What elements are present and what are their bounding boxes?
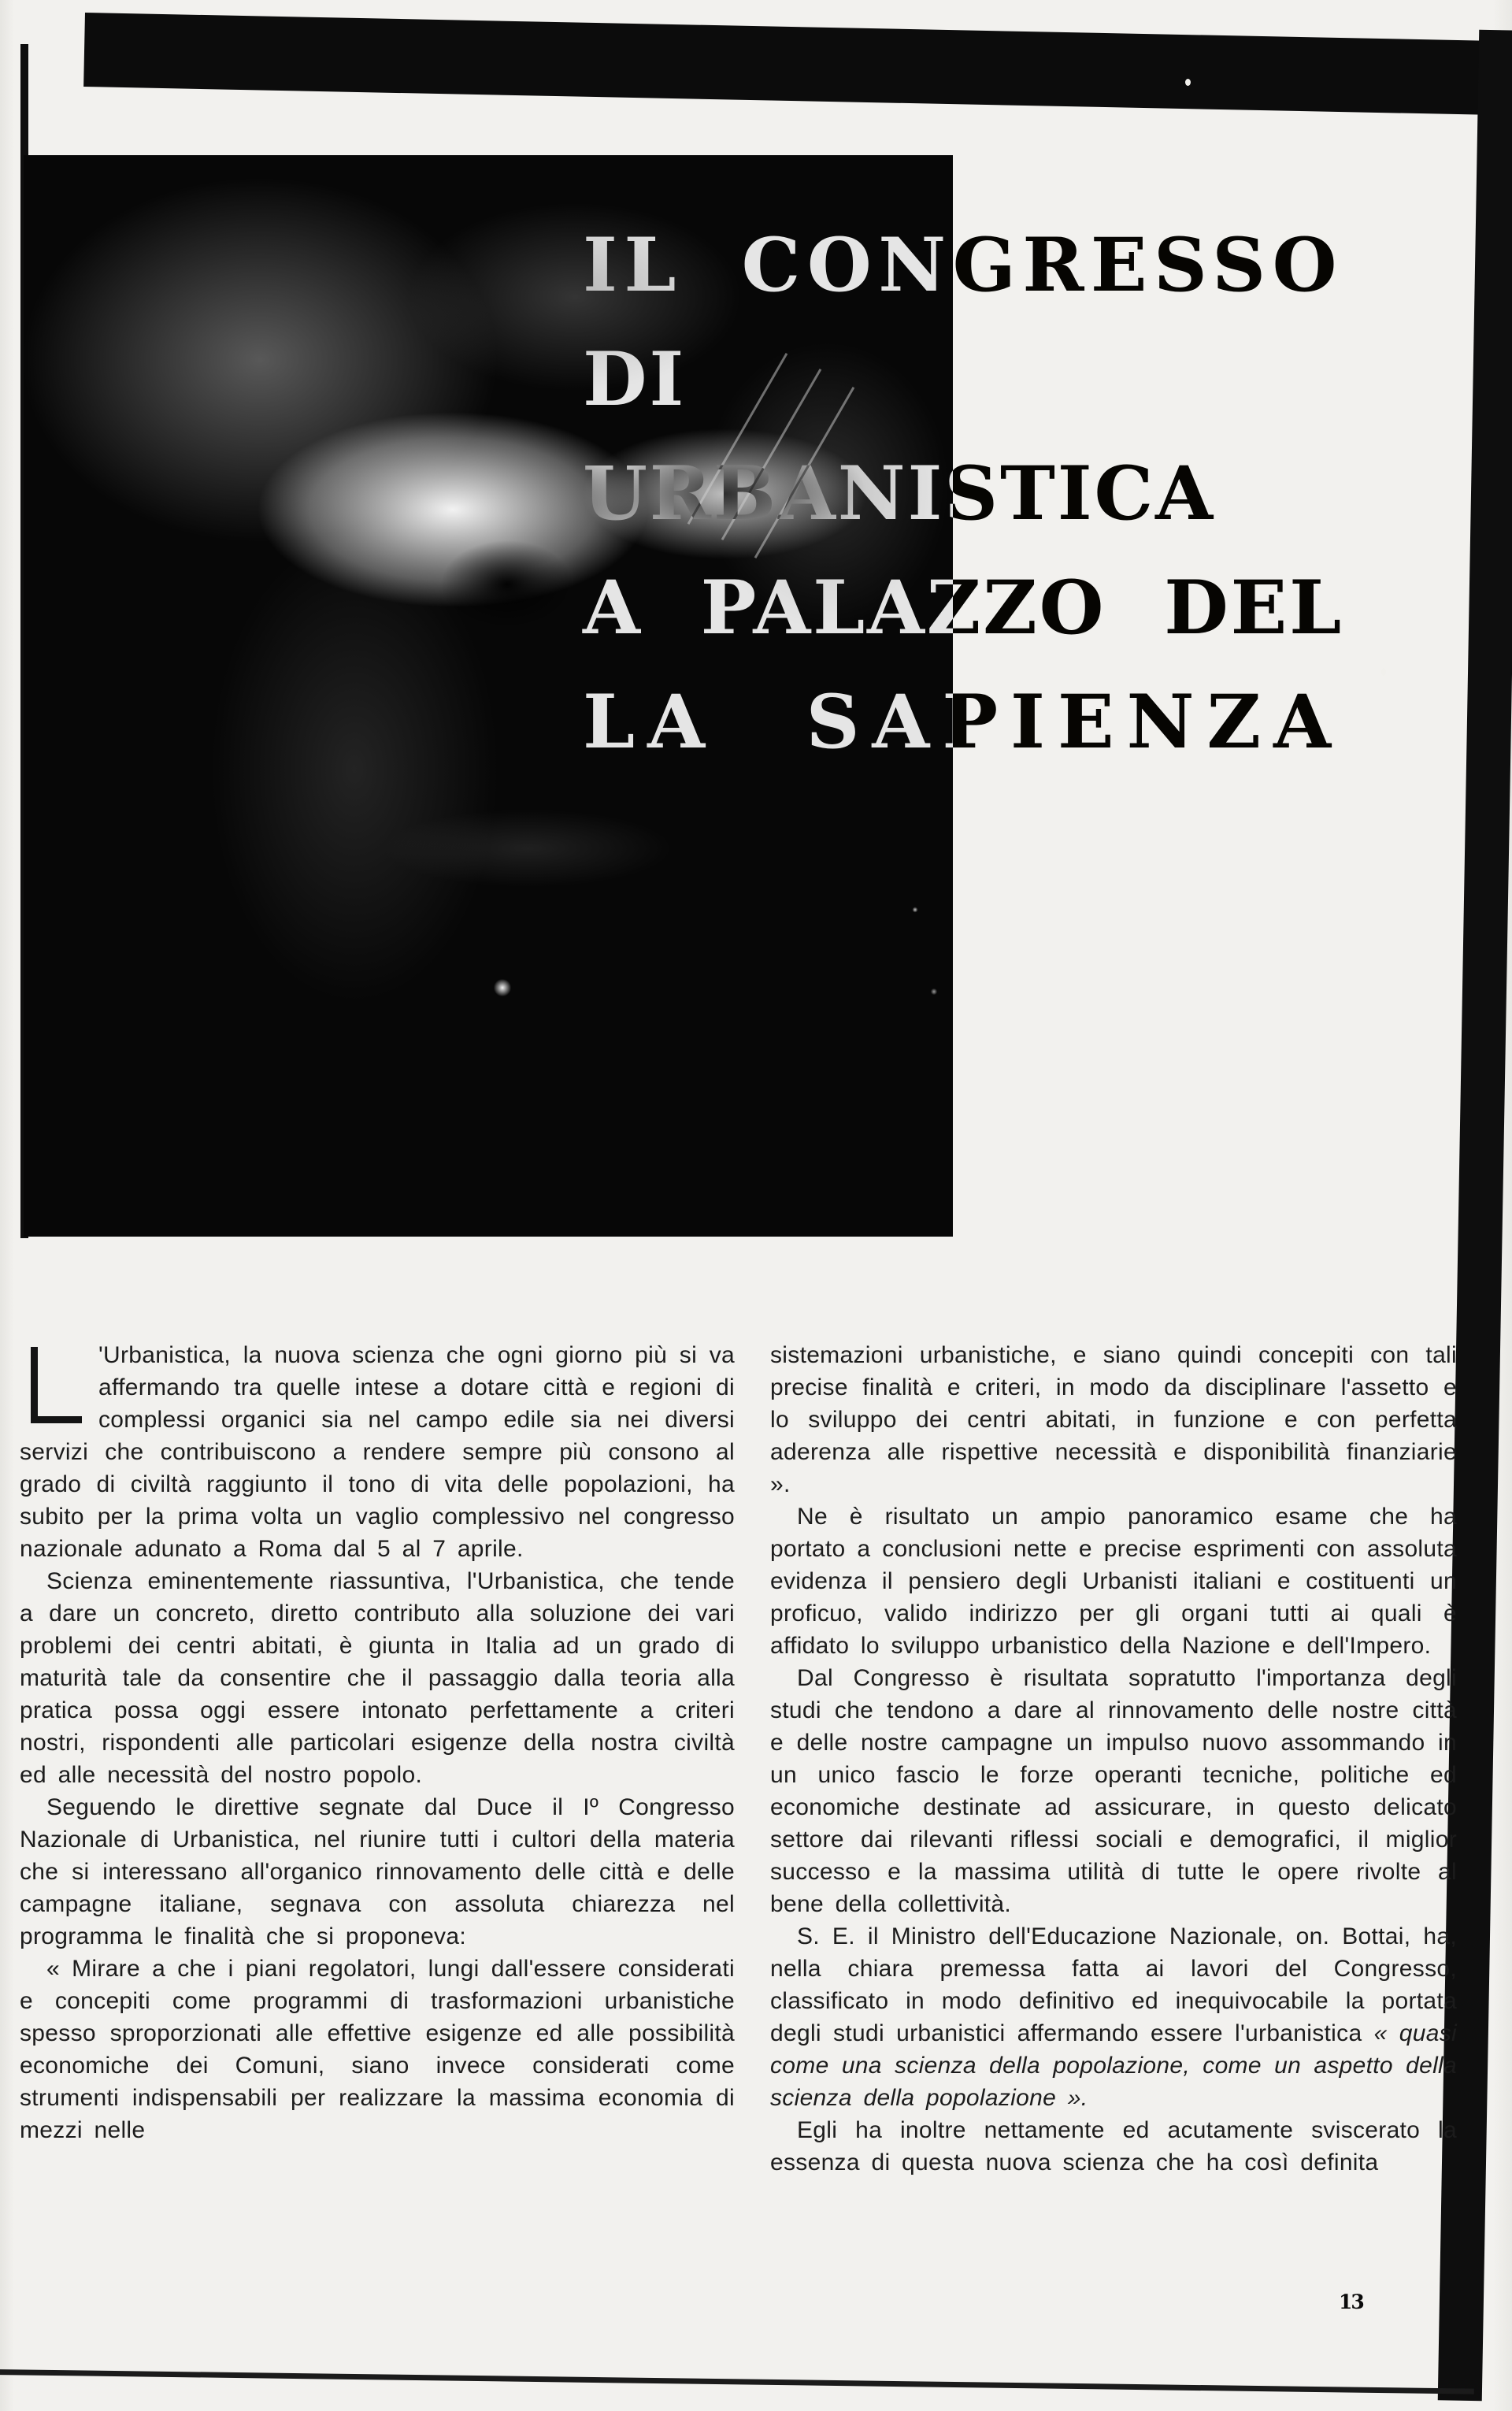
paper-speck bbox=[1381, 668, 1386, 676]
paragraph-text: S. E. il Ministro dell'Educazione Nazionale, on. Bottai, ha, nella chiara premessa fatta ai lavori del Congresso, classificato in modo definitivo ed inequivocabile la portata degli studi urbanistici affermando essere l'urbanistica bbox=[770, 1923, 1457, 2046]
title-line: LA SAPIENZA bbox=[583, 679, 1343, 766]
paragraph-quote: « Mirare a che i piani regolatori, lungi dall'essere considerati e concepiti come programmi di trasformazioni urbanistiche spesso sproporzionati alle effettive esigenze ed alle possibilità economiche dei Comuni, siano invece considerati come strumenti indispensabili per realizzare la massima economia di mezzi nelle bbox=[20, 1956, 735, 2143]
paper-speck bbox=[1185, 79, 1191, 86]
paragraph-continuation: sistemazioni urbanistiche, e siano quindi concepiti con tali precise finalità e criteri, in modo da disciplinare l'assetto e lo sviluppo dei centri abitati, in funzione e con perfetta aderenza alle rispettive necessità e disponibilità finanziarie ». bbox=[770, 1342, 1457, 1497]
title-line: IL CONGRESSO bbox=[583, 222, 1343, 309]
quote-italic: « quasi come una scienza della popolazione, come un aspetto della scienza della popolazione ». bbox=[770, 2020, 1457, 2111]
drop-cap-L bbox=[20, 1339, 98, 1430]
title-line: A PALAZZO DEL bbox=[583, 565, 1343, 651]
paragraph bbox=[770, 1920, 1457, 2114]
left-column bbox=[20, 1339, 735, 2146]
title-line: DI URBANISTICA bbox=[583, 336, 1215, 537]
paragraph: Egli ha inoltre nettamente ed acutamente sviscerato la essenza di questa nuova scienza che ha così definita bbox=[770, 2117, 1457, 2175]
paragraph: Seguendo le direttive segnate dal Duce il Iº Congresso Nazionale di Urbanistica, nel riunire tutti i cultori della materia che si interessano all'organico rinnovamento delle città e delle campagne italiane, segnava con assoluta chiarezza nel programma le finalità che si proponeva: bbox=[20, 1794, 735, 1949]
right-column bbox=[770, 1339, 1457, 2179]
top-border-bar bbox=[83, 13, 1512, 115]
page-number: 13 bbox=[1339, 2290, 1363, 2313]
article-title bbox=[583, 209, 1343, 780]
paragraph: Scienza eminentemente riassuntiva, l'Urbanistica, che tende a dare un concreto, diretto contributo alla soluzione dei vari problemi dei centri abitati, è giunta in Italia ad un grado di maturità tale da consentire che il passaggio dalla teoria alla pratica possa oggi essere intonato perfettamente a criteri nostri, rispondenti alle particolari esigenze della nostra civiltà ed alle necessità del nostro popolo. bbox=[20, 1568, 735, 1788]
paragraph-text: 'Urbanistica, la nuova scienza che ogni giorno più si va affermando tra quelle intese a dotare città e regioni di complessi organici sia nel campo edile sia nei diversi servizi che contribuiscono a rendere sempre più consono al grado di civiltà raggiunto il tono di vita delle popolazioni, ha subito per la prima volta un vaglio complessivo nel congresso nazionale adunato a Roma dal 5 al 7 aprile. bbox=[20, 1342, 735, 1562]
paragraph: Dal Congresso è risultata sopratutto l'importanza degli studi che tendono a dare al rinnovamento delle nostre città e delle nostre campagne un impulso nuovo assommando in un unico fascio le forze operanti tecniche, politiche ed economiche destinate ad assicurare, in questo delicato settore dai rilevanti riflessi sociali e demografici, il miglior successo e la massima utilità di tutte le opere rivolte al bene della collettività. bbox=[770, 1665, 1457, 1917]
paragraph: Ne è risultato un ampio panoramico esame che ha portato a conclusioni nette e precise esprimenti con assoluta evidenza il pensiero degli Urbanisti italiani e costituenti un proficuo, valido indirizzo per gli organi tutti ai quali è affidato lo sviluppo urbanistico della Nazione e dell'Impero. bbox=[770, 1504, 1457, 1659]
paragraph-lead bbox=[20, 1339, 735, 1565]
drop-cap-glyph bbox=[31, 1347, 82, 1423]
bottom-border-line bbox=[0, 2369, 1474, 2394]
